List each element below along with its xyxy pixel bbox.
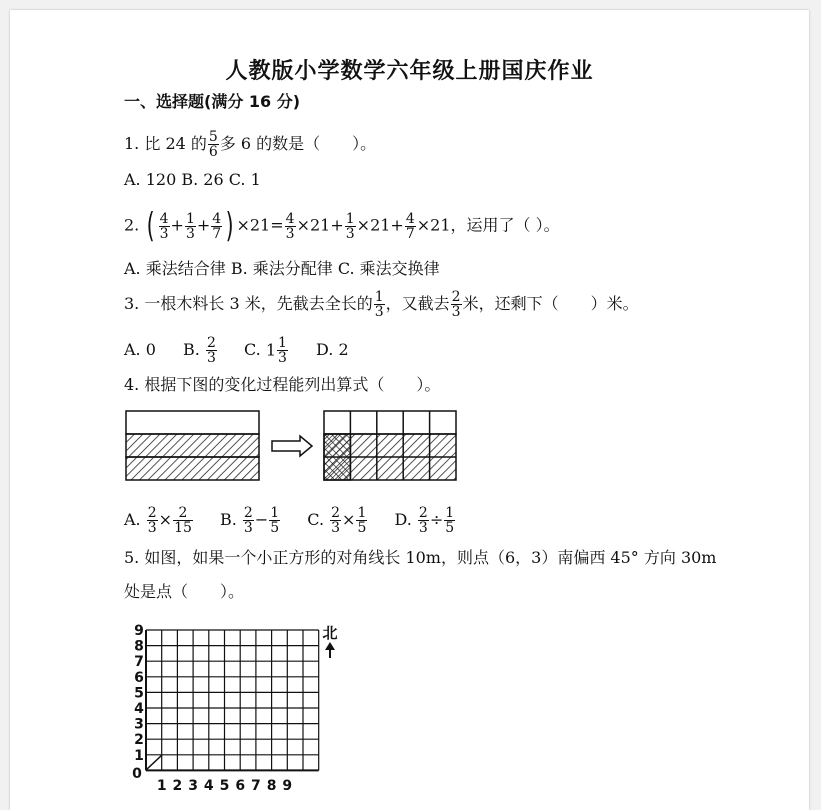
left-paren: ( bbox=[147, 206, 155, 246]
left-rectangle bbox=[126, 411, 259, 480]
origin-label: 0 bbox=[132, 766, 142, 782]
y-axis-label: 8 bbox=[134, 638, 144, 655]
option-b-label: B. bbox=[219, 510, 237, 529]
question-4: 4. 根据下图的变化过程能列出算式（ ）。 bbox=[124, 375, 441, 394]
right-paren: ) bbox=[225, 206, 234, 246]
y-axis-label: 6 bbox=[134, 669, 144, 686]
q1-text-post: 多 6 的数是（ ）。 bbox=[219, 134, 377, 153]
fraction: $\frac{4}{7}$ bbox=[405, 210, 415, 242]
coordinate-grid bbox=[118, 616, 358, 800]
question-2 bbox=[124, 206, 560, 246]
north-arrow-icon bbox=[325, 642, 335, 658]
section-heading: 一、选择题(满分 16 分) bbox=[124, 92, 301, 111]
question-3-options bbox=[124, 336, 349, 365]
x-axis-label: 7 bbox=[251, 778, 261, 794]
x-axis-label: 9 bbox=[282, 778, 293, 794]
option-b-label: B. bbox=[183, 340, 200, 359]
fraction: $\frac{2}{15}$ bbox=[174, 505, 192, 536]
y-axis-label: 1 bbox=[134, 747, 144, 764]
q3-text-mid: ，又截去 bbox=[385, 294, 450, 313]
fraction: $\frac{2}{3}$ bbox=[147, 505, 157, 536]
y-axis-label: 3 bbox=[134, 716, 144, 733]
y-axis-label: 4 bbox=[134, 701, 144, 717]
question-2-options: A. 乘法结合律 B. 乘法分配律 C. 乘法交换律 bbox=[124, 259, 440, 278]
north-label: 北 bbox=[322, 624, 338, 642]
fraction: $\frac{2}{3}$ bbox=[418, 505, 428, 536]
option-d-label: D. bbox=[394, 510, 412, 529]
fraction: $\frac{1}{3}$ bbox=[374, 289, 384, 320]
right-arrow-icon bbox=[272, 436, 312, 456]
fraction: $\frac{1}{5}$ bbox=[445, 505, 455, 536]
question-5-line-1: 5. 如图，如果一个小正方形的对角线长 10m，则点（6，3）南偏西 45° 方向 30m bbox=[124, 548, 717, 567]
x-axis-label: 1 bbox=[156, 778, 167, 794]
question-4-options bbox=[124, 506, 456, 535]
operator: × bbox=[342, 510, 356, 529]
x-axis-label: 8 bbox=[266, 778, 277, 794]
fraction: $\frac{1}{3}$ bbox=[185, 210, 195, 242]
x-axis-labels bbox=[157, 778, 292, 794]
page-title: 人教版小学数学六年级上册国庆作业 bbox=[225, 59, 594, 84]
x-axis-label: 3 bbox=[188, 778, 198, 794]
change-process-diagram bbox=[124, 410, 464, 486]
operator: ÷ bbox=[429, 510, 444, 529]
fraction: $\frac{1}{3}$ bbox=[345, 210, 355, 242]
q2-term: ×21+ bbox=[296, 215, 344, 235]
fraction: $\frac{4}{7}$ bbox=[212, 210, 222, 242]
question-5-line-2: 处是点（ ）。 bbox=[124, 582, 245, 601]
option-a-label: A. bbox=[124, 510, 141, 529]
y-axis-label: 9 bbox=[134, 623, 144, 639]
fraction: $\frac{4}{3}$ bbox=[285, 210, 295, 242]
option-d: D. 2 bbox=[316, 340, 349, 359]
x-axis-label: 4 bbox=[203, 778, 214, 794]
operator: − bbox=[254, 510, 269, 529]
y-axis-label: 5 bbox=[134, 685, 144, 702]
option-a: A. 0 bbox=[124, 340, 156, 359]
plus-sign: + bbox=[170, 215, 184, 235]
document-page bbox=[10, 10, 809, 810]
fraction: $\frac{2}{3}$ bbox=[331, 505, 341, 536]
y-axis-labels bbox=[134, 623, 144, 764]
question-1-options: A. 120 B. 26 C. 1 bbox=[124, 170, 261, 189]
question-3 bbox=[124, 290, 639, 319]
q2-term: ×21= bbox=[236, 215, 284, 235]
right-rectangle bbox=[324, 411, 456, 480]
operator: × bbox=[158, 510, 173, 529]
option-b-fraction: $\frac{2}{3}$ bbox=[206, 335, 216, 366]
plus-sign: + bbox=[196, 215, 211, 235]
y-axis-label: 2 bbox=[134, 732, 144, 749]
option-c-label: C. bbox=[243, 340, 261, 359]
fraction: $\frac{5}{6}$ bbox=[208, 129, 218, 160]
x-axis-label: 2 bbox=[172, 778, 183, 794]
x-axis-label: 6 bbox=[235, 778, 246, 794]
diagonal-segment bbox=[146, 755, 162, 770]
fraction: $\frac{1}{5}$ bbox=[357, 505, 367, 536]
q2-text-post: ，运用了（ ）。 bbox=[450, 215, 560, 235]
option-c-mixed-number: 1 $\frac{1}{3}$ bbox=[265, 335, 287, 366]
x-axis-label: 5 bbox=[219, 778, 230, 794]
option-c-label: C. bbox=[307, 510, 325, 529]
fraction: $\frac{2}{3}$ bbox=[243, 505, 253, 536]
q3-text-pre: 3. 一根木料长 3 米，先截去全长的 bbox=[124, 294, 373, 313]
q2-term: ×21 bbox=[416, 215, 451, 235]
q3-text-post: 米，还剩下（ ）米。 bbox=[462, 294, 639, 313]
grid-lines bbox=[146, 630, 319, 770]
fraction: $\frac{1}{5}$ bbox=[270, 505, 280, 536]
question-1 bbox=[124, 130, 376, 159]
q1-text-pre: 1. 比 24 的 bbox=[124, 134, 207, 153]
y-axis-label: 7 bbox=[134, 654, 144, 671]
q2-number: 2. bbox=[124, 215, 140, 235]
fraction: $\frac{4}{3}$ bbox=[159, 210, 169, 242]
fraction: $\frac{2}{3}$ bbox=[451, 289, 461, 320]
q2-term: ×21+ bbox=[356, 215, 404, 235]
